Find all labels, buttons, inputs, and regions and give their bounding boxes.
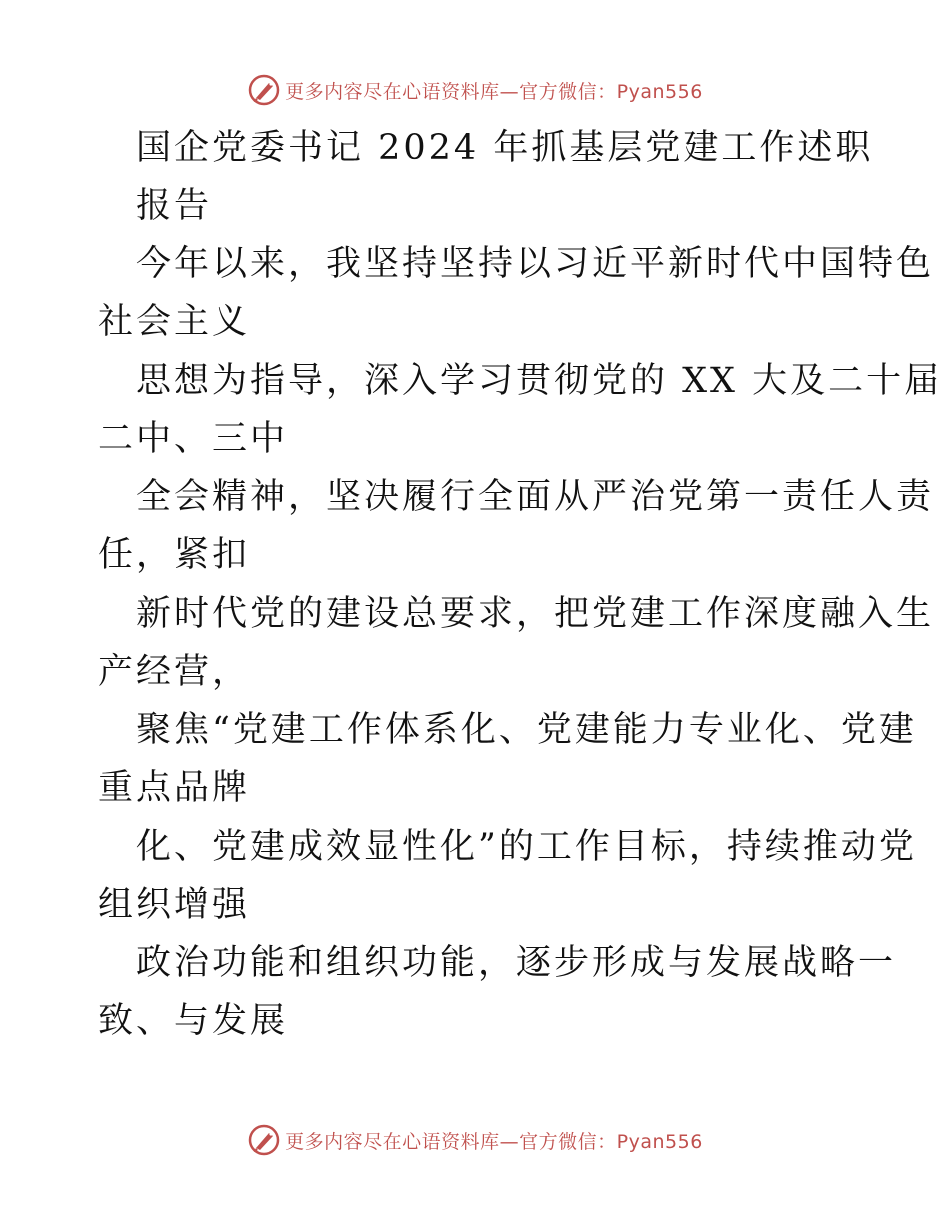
paragraph-line: 社会主义: [98, 302, 251, 342]
watermark-text: 更多内容尽在心语资料库—官方微信：Pyan556: [285, 1130, 703, 1153]
paragraph-line: 思想为指导，深入学习贯彻党的 XX 大及二十届: [136, 361, 943, 401]
document-title-line-1: 国企党委书记 2024 年抓基层党建工作述职: [136, 128, 874, 168]
pen-logo-icon: [247, 73, 281, 107]
paragraph-line: 产经营，: [98, 652, 251, 692]
document-title-line-2: 报告: [136, 186, 213, 226]
paragraph-line: 二中、三中: [98, 419, 289, 459]
footer-watermark: [0, 1120, 950, 1160]
paragraph-line: 新时代党的建设总要求，把党建工作深度融入生: [136, 594, 935, 634]
paragraph-line: 聚焦“党建工作体系化、党建能力专业化、党建: [136, 710, 917, 750]
paragraph-line: 政治功能和组织功能，逐步形成与发展战略一: [136, 943, 897, 983]
paragraph-line: 致、与发展: [98, 1001, 289, 1041]
pen-logo-icon: [247, 1123, 281, 1157]
paragraph-line: 今年以来，我坚持坚持以习近平新时代中国特色: [136, 244, 935, 284]
paragraph-line: 组织增强: [98, 885, 251, 925]
paragraph-line: 全会精神，坚决履行全面从严治党第一责任人责: [136, 477, 935, 517]
paragraph-line: 任，紧扣: [98, 535, 251, 575]
watermark-text: 更多内容尽在心语资料库—官方微信：Pyan556: [285, 80, 703, 103]
header-watermark: [0, 70, 950, 110]
paragraph-line: 重点品牌: [98, 768, 251, 808]
paragraph-line: 化、党建成效显性化”的工作目标，持续推动党: [136, 827, 917, 867]
